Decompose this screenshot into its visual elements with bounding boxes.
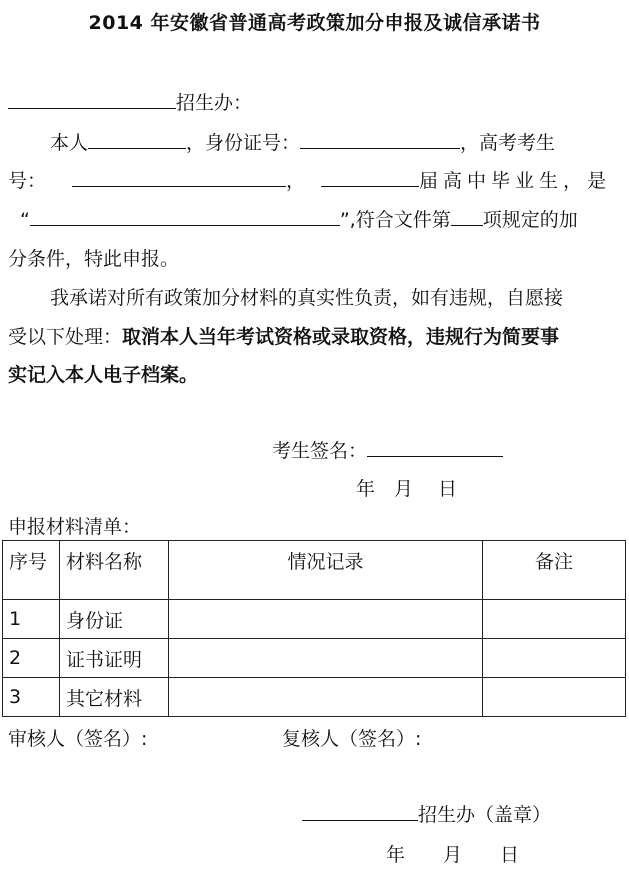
document-title: 2014 年安徽省普通高考政策加分申报及诚信承诺书 [88,12,541,34]
item-number-blank[interactable] [451,206,483,226]
id-number-blank[interactable] [300,129,460,149]
table-row [3,639,626,678]
cell-record[interactable] [169,639,483,678]
signature-date: 年 月 日 [356,478,458,500]
text-exam-label: ，高考考生 [460,132,556,154]
cell-note[interactable] [483,678,626,717]
para2-line3: 实记入本人电子档案。 [8,364,199,386]
col-header-no: 序号 [3,541,60,600]
text-number-label: 号： [8,170,47,192]
col-header-note: 备注 [483,541,626,600]
candidate-signature [272,436,503,463]
exam-number-blank[interactable] [72,167,286,187]
para1-line1 [50,128,555,155]
text-graduate: 届高中毕业生，是 [419,170,612,192]
addressee-suffix: 招生办： [176,92,253,114]
text-comma: ， [286,170,306,192]
table-header-row [3,541,626,600]
reviewer-label: 审核人（签名）: [8,728,148,750]
cell-no: 1 [3,600,60,639]
office-stamp-label: 招生办（盖章） [418,804,552,826]
para2-line2 [8,322,559,349]
para1-line4: 分条件，特此申报。 [8,248,180,270]
para1-line2 [8,166,611,193]
cell-no: 2 [3,639,60,678]
materials-table [2,540,626,717]
addressee-line [8,88,252,115]
office-stamp-line [302,800,551,827]
col-header-record: 情况记录 [169,541,483,600]
text-close-quote: ”,符合文件第 [339,209,451,231]
cell-name: 其它材料 [60,678,169,717]
table-row [3,678,626,717]
cell-record[interactable] [169,600,483,639]
category-blank[interactable] [30,206,340,226]
col-header-name: 材料名称 [60,541,169,600]
cell-record[interactable] [169,678,483,717]
cell-no: 3 [3,678,60,717]
signature-blank[interactable] [367,437,503,457]
signature-label: 考生签名： [272,440,368,462]
text-self: 本人 [50,132,89,154]
materials-heading: 申报材料清单： [8,516,142,538]
para2-line1: 我承诺对所有政策加分材料的真实性负责，如有违规，自愿接 [50,287,564,309]
table-row [3,600,626,639]
para1-line3 [8,205,578,232]
text-accept: 受以下处理： [8,326,123,348]
cell-name: 身份证 [60,600,169,639]
text-id-label: ，身份证号： [186,132,301,154]
text-penalty: 取消本人当年考试资格或录取资格，违规行为简要事 [122,326,560,348]
office-name-blank[interactable] [8,89,176,109]
graduation-year-blank[interactable] [321,167,419,187]
office-date: 年 月 日 [386,844,520,866]
office-stamp-blank[interactable] [302,801,418,821]
rechecker-label: 复核人（签名）: [282,728,422,750]
name-blank[interactable] [88,129,186,149]
text-open-quote: “ [20,209,30,231]
text-rule: 项规定的加 [482,209,578,231]
cell-name: 证书证明 [60,639,169,678]
cell-note[interactable] [483,600,626,639]
cell-note[interactable] [483,639,626,678]
